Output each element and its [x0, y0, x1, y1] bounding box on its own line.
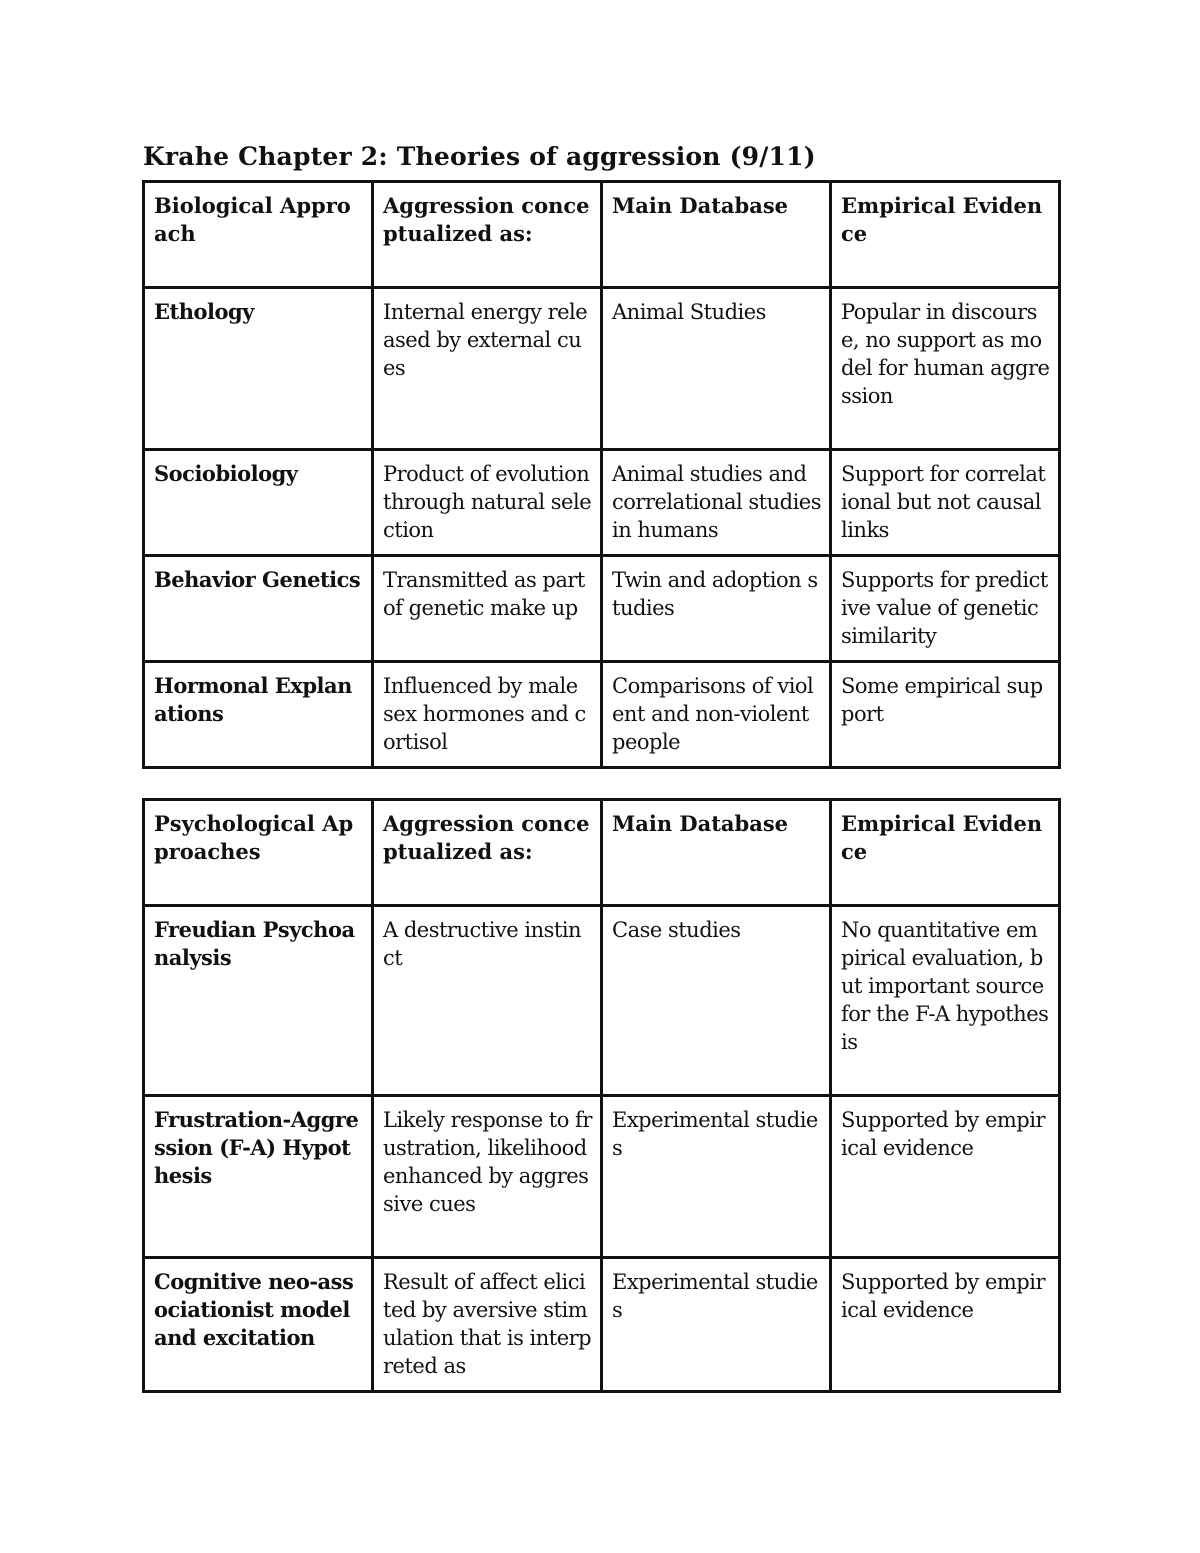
database-cell: Case studies [602, 906, 831, 1096]
conceptualized-cell: Influenced by male sex hormones and cortisol [373, 662, 602, 768]
header-main-database: Main Database [602, 182, 831, 288]
header-empirical-evidence: Empirical Evidence [831, 800, 1060, 906]
evidence-cell: Supported by empirical evidence [831, 1096, 1060, 1258]
row-approach-cell: Ethology [144, 288, 373, 450]
table-row [144, 288, 1060, 450]
evidence-cell: Some empirical support [831, 662, 1060, 768]
conceptualized-cell: Internal energy released by external cues [373, 288, 602, 450]
row-approach-cell: Cognitive neo-associationist model and excitation [144, 1258, 373, 1392]
conceptualized-cell: Likely response to frustration, likelihood enhanced by aggressive cues [373, 1096, 602, 1258]
row-approach-cell: Freudian Psychoanalysis [144, 906, 373, 1096]
header-approach: Biological Approach [144, 182, 373, 288]
evidence-cell: Supports for predictive value of genetic similarity [831, 556, 1060, 662]
database-cell: Twin and adoption studies [602, 556, 831, 662]
conceptualized-cell: A destructive instinct [373, 906, 602, 1096]
table-header-row [144, 182, 1060, 288]
database-cell: Animal studies and correlational studies in humans [602, 450, 831, 556]
header-main-database: Main Database [602, 800, 831, 906]
conceptualized-cell: Product of evolution through natural selection [373, 450, 602, 556]
header-empirical-evidence: Empirical Evidence [831, 182, 1060, 288]
database-cell: Animal Studies [602, 288, 831, 450]
evidence-cell: No quantitative empirical evaluation, but important source for the F-A hypothesis [831, 906, 1060, 1096]
table-header-row [144, 800, 1060, 906]
row-approach-cell: Sociobiology [144, 450, 373, 556]
header-conceptualized: Aggression conceptualized as: [373, 800, 602, 906]
evidence-cell: Support for correlational but not causal links [831, 450, 1060, 556]
table-row [144, 662, 1060, 768]
header-conceptualized: Aggression conceptualized as: [373, 182, 602, 288]
evidence-cell: Popular in discourse, no support as model for human aggression [831, 288, 1060, 450]
page-title: Krahe Chapter 2: Theories of aggression (9/11) [143, 142, 816, 171]
row-approach-cell: Behavior Genetics [144, 556, 373, 662]
biological-approach-table [142, 180, 1061, 769]
table-row [144, 450, 1060, 556]
conceptualized-cell: Transmitted as part of genetic make up [373, 556, 602, 662]
database-cell: Comparisons of violent and non-violent people [602, 662, 831, 768]
table-row [144, 556, 1060, 662]
evidence-cell: Supported by empirical evidence [831, 1258, 1060, 1392]
database-cell: Experimental studies [602, 1258, 831, 1392]
table-row [144, 1096, 1060, 1258]
header-approach: Psychological Approaches [144, 800, 373, 906]
row-approach-cell: Frustration-Aggression (F-A) Hypothesis [144, 1096, 373, 1258]
database-cell: Experimental studies [602, 1096, 831, 1258]
row-approach-cell: Hormonal Explanations [144, 662, 373, 768]
conceptualized-cell: Result of affect elicited by aversive stimulation that is interpreted as [373, 1258, 602, 1392]
psychological-approaches-table [142, 798, 1061, 1393]
table-row [144, 906, 1060, 1096]
table-row [144, 1258, 1060, 1392]
